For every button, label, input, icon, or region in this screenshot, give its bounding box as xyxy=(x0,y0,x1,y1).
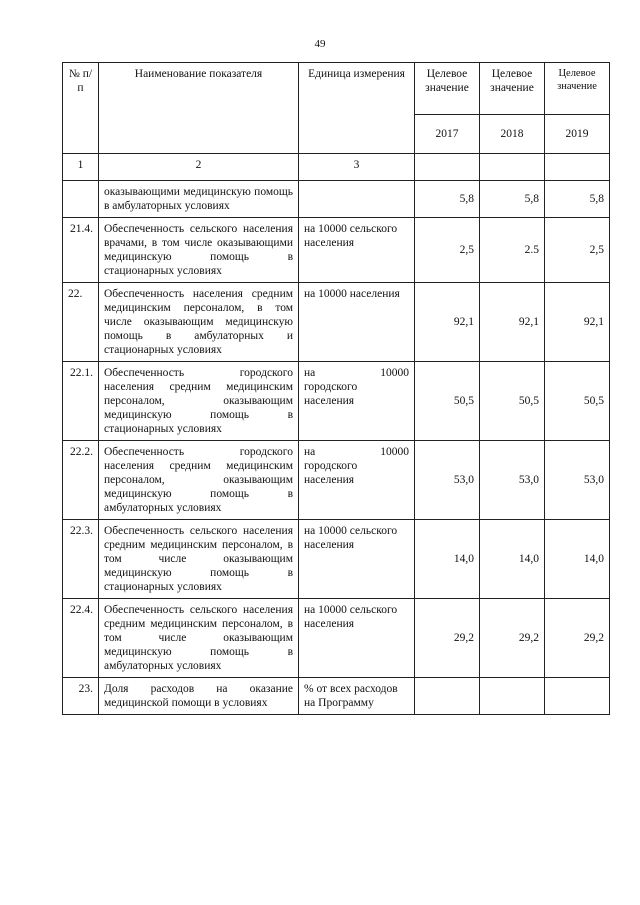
value-2019: 2,5 xyxy=(545,218,610,283)
value-2018: 5,8 xyxy=(480,181,545,218)
value-2017: 29,2 xyxy=(415,599,480,678)
table-row xyxy=(63,218,610,283)
value-2018 xyxy=(480,678,545,715)
header-unit: Единица измерения xyxy=(299,63,415,154)
header-year: 2019 xyxy=(545,114,610,153)
value-2017: 14,0 xyxy=(415,520,480,599)
table-row xyxy=(63,678,610,715)
indicator-name: Обеспеченность сельского населения средним медицинским персоналом, в том числе оказывающим медицинскую помощь в амбулаторных условиях xyxy=(99,599,299,678)
value-2019: 5,8 xyxy=(545,181,610,218)
table-row xyxy=(63,520,610,599)
table-row xyxy=(63,181,610,218)
column-index-row xyxy=(63,154,610,181)
row-number: 22.2. xyxy=(63,441,99,520)
unit-text: городского населения xyxy=(304,460,358,486)
table-row xyxy=(63,599,610,678)
value-2019: 50,5 xyxy=(545,362,610,441)
indicator-unit: на 10000 сельского населения xyxy=(299,520,415,599)
value-2017: 5,8 xyxy=(415,181,480,218)
value-2018: 50,5 xyxy=(480,362,545,441)
column-index: 1 xyxy=(63,154,99,181)
value-2019: 29,2 xyxy=(545,599,610,678)
value-2018: 14,0 xyxy=(480,520,545,599)
table-row xyxy=(63,441,610,520)
header-year: 2018 xyxy=(480,114,545,153)
row-number: 22.1. xyxy=(63,362,99,441)
row-number: 22.4. xyxy=(63,599,99,678)
indicator-name: Обеспеченность сельского населения врачами, в том числе оказывающими медицинскую помощь в стационарных условиях xyxy=(99,218,299,283)
value-2017 xyxy=(415,678,480,715)
indicator-unit: % от всех расходов на Программу xyxy=(299,678,415,715)
page-number: 49 xyxy=(314,38,326,50)
indicator-name: Обеспеченность населения средним медицинским персоналом, в том числе оказывающим медицинскую помощь в амбулаторных и стационарных условиях xyxy=(99,283,299,362)
indicator-unit: на 10000 населения xyxy=(299,283,415,362)
header-target-2017: Целевое значение xyxy=(415,63,480,115)
header-target-2018: Целевое значение xyxy=(480,63,545,115)
value-2017: 53,0 xyxy=(415,441,480,520)
value-2019: 53,0 xyxy=(545,441,610,520)
value-2017: 2,5 xyxy=(415,218,480,283)
indicator-unit xyxy=(299,181,415,218)
indicator-name: оказывающими медицинскую помощь в амбулаторных условиях xyxy=(99,181,299,218)
column-index: 2 xyxy=(99,154,299,181)
unit-number: 10000 xyxy=(380,367,409,379)
row-number: 22.3. xyxy=(63,520,99,599)
value-2019 xyxy=(545,678,610,715)
column-index xyxy=(545,154,610,181)
header-row xyxy=(63,63,610,115)
value-2018: 53,0 xyxy=(480,441,545,520)
value-2018: 2.5 xyxy=(480,218,545,283)
row-number: 21.4. xyxy=(63,218,99,283)
value-2017: 92,1 xyxy=(415,283,480,362)
table-row xyxy=(63,283,610,362)
indicator-unit: на 10000 сельского населения xyxy=(299,599,415,678)
indicator-name: Обеспеченность городского населения средним медицинским персоналом, оказывающим медицинскую помощь в стационарных условиях xyxy=(99,362,299,441)
unit-prefix: на xyxy=(304,446,316,458)
value-2018: 29,2 xyxy=(480,599,545,678)
unit-text: городского населения xyxy=(304,381,358,407)
column-index xyxy=(415,154,480,181)
indicator-name: Обеспеченность городского населения средним медицинским персоналом, оказывающим медицинскую помощь в амбулаторных условиях xyxy=(99,441,299,520)
column-index: 3 xyxy=(299,154,415,181)
indicator-name: Обеспеченность сельского населения средним медицинским персоналом, в том числе оказывающим медицинскую помощь в стационарных условиях xyxy=(99,520,299,599)
value-2019: 14,0 xyxy=(545,520,610,599)
row-number: 23. xyxy=(63,678,99,715)
indicator-unit xyxy=(299,362,415,441)
value-2017: 50,5 xyxy=(415,362,480,441)
header-year: 2017 xyxy=(415,114,480,153)
table-row xyxy=(63,362,610,441)
indicator-name: Доля расходов на оказание медицинской помощи в условиях xyxy=(99,678,299,715)
row-number: 22. xyxy=(63,283,99,362)
row-number xyxy=(63,181,99,218)
header-num: № п/п xyxy=(63,63,99,154)
header-target-2019: Целевое значение xyxy=(545,63,610,115)
value-2019: 92,1 xyxy=(545,283,610,362)
header-name: Наименование показателя xyxy=(99,63,299,154)
unit-prefix: на xyxy=(304,367,316,379)
value-2018: 92,1 xyxy=(480,283,545,362)
indicators-table xyxy=(62,62,610,715)
indicator-unit xyxy=(299,441,415,520)
indicator-unit: на 10000 сельского населения xyxy=(299,218,415,283)
column-index xyxy=(480,154,545,181)
unit-number: 10000 xyxy=(380,446,409,458)
